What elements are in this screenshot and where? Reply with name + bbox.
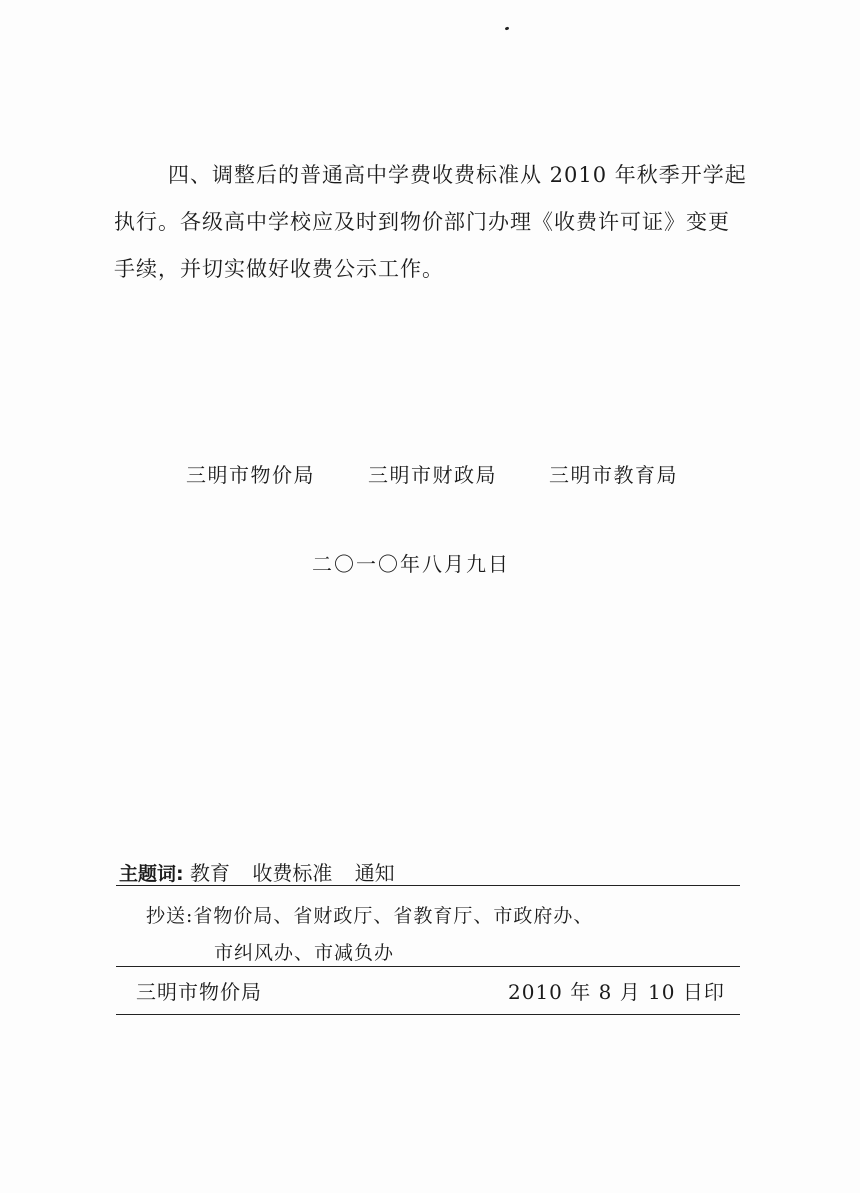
cc-line: 省物价局、省财政厅、省教育厅、市政府办、 <box>193 905 594 927</box>
cc-line: 市纠风办、市减负办 <box>214 942 395 964</box>
paragraph-line: 手续，并切实做好收费公示工作。 <box>114 257 444 281</box>
paragraph-line: 执行。各级高中学校应及时到物价部门办理《收费许可证》变更 <box>114 210 730 234</box>
signer-education-bureau: 三明市教育局 <box>549 463 678 487</box>
issue-date: 二〇一〇年八月九日 <box>312 552 510 576</box>
divider-line <box>116 1014 740 1015</box>
keyword-item: 收费标准 <box>252 861 333 885</box>
body-paragraph <box>114 152 774 293</box>
signer-price-bureau: 三明市物价局 <box>186 463 315 487</box>
keyword-item: 教育 <box>189 861 230 885</box>
printing-org: 三明市物价局 <box>136 980 262 1004</box>
scan-speck <box>505 26 510 30</box>
signer-finance-bureau: 三明市财政局 <box>368 463 497 487</box>
subject-keywords <box>119 857 411 886</box>
print-date: 2010 年 8 月 10 日印 <box>508 980 725 1004</box>
cc-label: 抄送: <box>146 905 194 927</box>
divider-line <box>116 966 740 967</box>
cc-list <box>146 898 593 972</box>
keyword-item: 通知 <box>354 861 395 885</box>
keywords-label: 主题词: <box>119 863 184 885</box>
paragraph-line: 四、调整后的普通高中学费收费标准从 2010 年秋季开学起 <box>168 163 747 187</box>
divider-line <box>116 885 740 886</box>
